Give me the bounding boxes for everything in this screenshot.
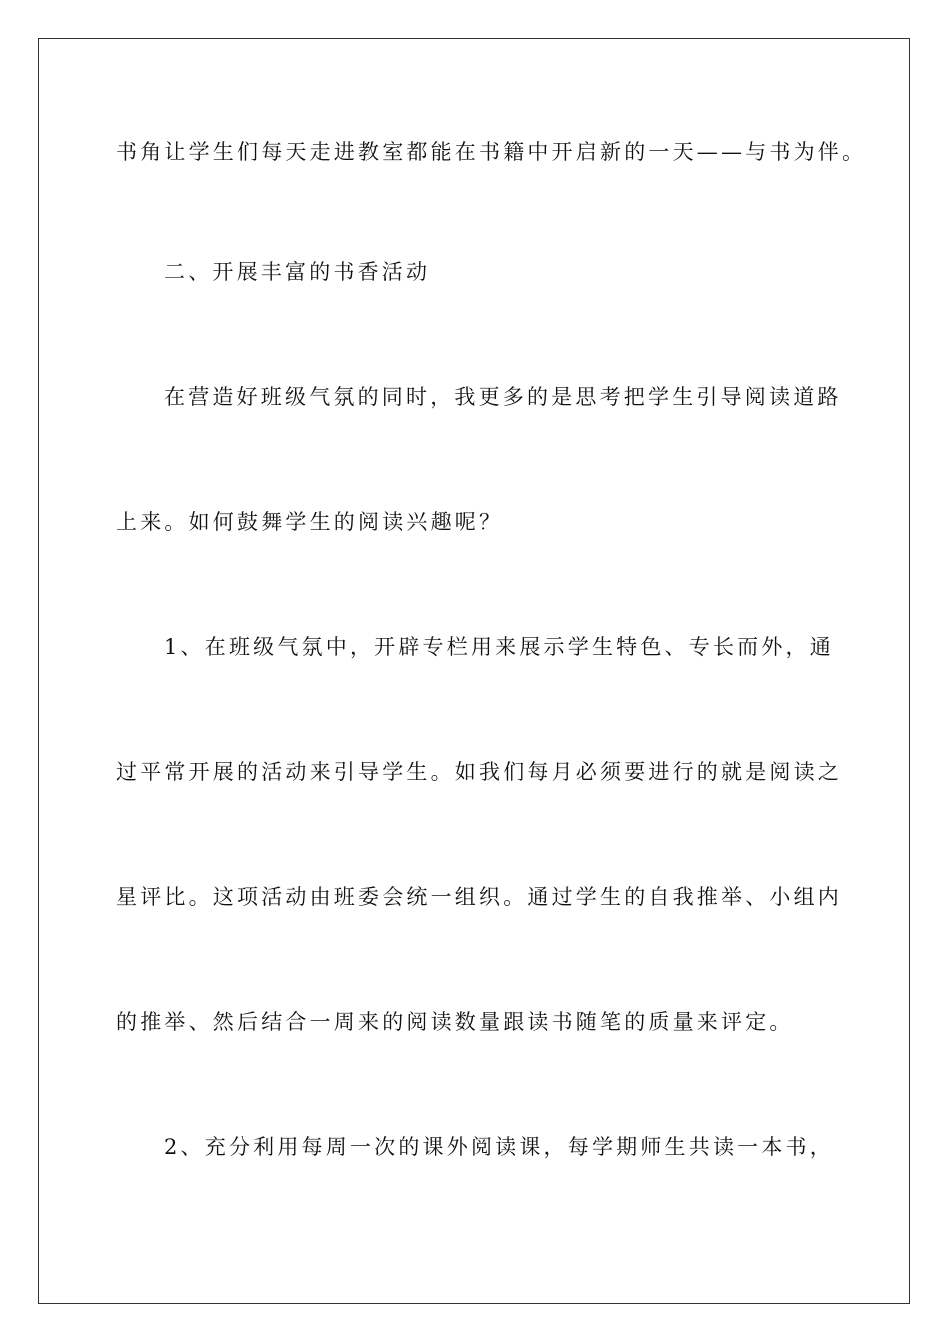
list-item-1-line-1: 1、在班级气氛中，开辟专栏用来展示学生特色、专长而外，通 (164, 635, 834, 659)
list-item-1-line-2: 过平常开展的活动来引导学生。如我们每月必须要进行的就是阅读之 (116, 760, 842, 784)
page-border (38, 38, 910, 1304)
text-line-4: 上来。如何鼓舞学生的阅读兴趣呢？ (116, 510, 504, 534)
list-item-1-line-4: 的推举、然后结合一周来的阅读数量跟读书随笔的质量来评定。 (116, 1010, 794, 1034)
text-line-1: 书角让学生们每天走进教室都能在书籍中开启新的一天——与书为伴。 (116, 140, 867, 164)
text-line-3: 在营造好班级气氛的同时，我更多的是思考把学生引导阅读道路 (164, 385, 842, 409)
section-heading: 二、开展丰富的书香活动 (164, 260, 431, 284)
list-item-1-line-3: 星评比。这项活动由班委会统一组织。通过学生的自我推举、小组内 (116, 885, 842, 909)
list-item-2-line-1: 2、充分利用每周一次的课外阅读课，每学期师生共读一本书， (164, 1135, 834, 1159)
